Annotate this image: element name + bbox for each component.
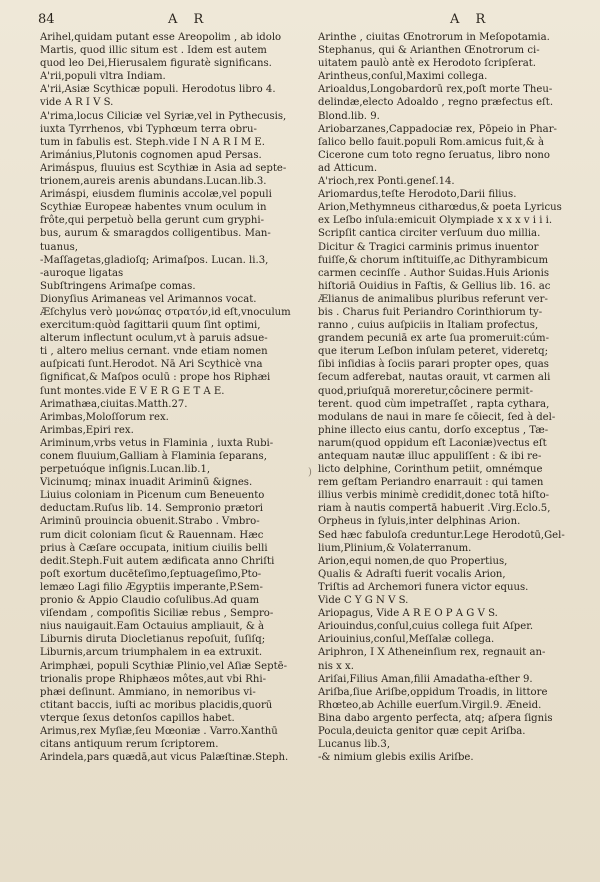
text-line: Ariouindus,conſul,cuius collega fuit Aſper. [318, 621, 534, 633]
page-number: 84 [38, 12, 55, 27]
text-line: rum dicit coloniam ſicut & Rauennam. Hæc [40, 529, 264, 541]
text-line: licto delphine, Corinthum petiit, omnémque [318, 464, 543, 476]
text-line: ſalico bello fauit.populi Rom.amicus fuit,& à [318, 136, 544, 148]
left-running-head: A R [168, 12, 210, 27]
text-line: citans antiquum rerum ſcriptorem. [40, 739, 219, 751]
text-line: lemæo Lagi filio Ægyptiis imperante,P.Sem- [40, 581, 263, 593]
page-header [38, 12, 570, 32]
text-line: -& nimium glebis exilis Ariſbe. [318, 752, 474, 764]
text-line: Arion,Methymneus citharœdus,& poeta Lyricus [318, 202, 562, 214]
text-line: exercitum:quòd ſagittarii quum ſint optimi, [40, 320, 261, 332]
text-line: lium,Plinium,& Volaterranum. [318, 542, 472, 554]
text-line: Ariopagus, Vide A R E O P A G V S. [318, 608, 498, 620]
text-line: frôte,qui perpetuò bella gerunt cum gryphi- [40, 215, 264, 227]
text-line: Arimáspus, fluuius est Scythiæ in Asia ad septe- [40, 162, 287, 174]
text-line: Pocula,deuicta genitor quæ cepit Ariſba. [318, 725, 526, 737]
text-line: tuanus, [40, 241, 78, 253]
text-line: Ariomardus,teſte Herodoto,Darii filius. [318, 189, 517, 201]
text-line: conem fluuium,Galliam à Flaminia ſeparans, [40, 451, 267, 462]
text-line: Sed hæc fabuloſa creduntur.Lege Herodotū,Gel- [318, 529, 565, 541]
text-line: Ariphron, I X Atheneinſium rex, regnauit an- [318, 647, 546, 659]
left-column [40, 31, 305, 764]
text-line: Ariſba,ſiue Ariſbe,oppidum Troadis, in littore [318, 686, 548, 698]
text-line: Martis, quod illic situm est . Idem est autem [40, 45, 267, 57]
text-line: prius à Cæſare occupata, initium ciuilis belli [40, 542, 268, 554]
text-line: modulans de naui in mare ſe cōiecit, ſed à del- [318, 411, 556, 423]
text-line: Ariobarzanes,Cappadociæ rex, Pōpeio in Phar- [318, 123, 557, 135]
text-line: ctitant baccis, iuſti ac moribus placidis,quorū [40, 699, 273, 711]
text-line: deductam.Ruſus lib. 14. Sempronio prætori [40, 503, 264, 515]
text-line: narum(quod oppidum eſt Laconiæ)vectus eſt [318, 437, 547, 449]
text-line: que iterum Leſbon inſulam peteret, videretq; [318, 346, 548, 358]
text-line: terent. quod cùm impetraſſet , rapta cythara, [318, 398, 550, 410]
text-line: Arihel,quidam putant esse Areopolim , ab idolo [40, 32, 282, 43]
text-line: Liburnis,arcum triumphalem in ea extruxit. [40, 647, 263, 659]
text-line: Ariouinius,conſul,Meſſalæ collega. [318, 634, 495, 646]
text-line: Triſtis ad Archemori funera victor equus. [318, 581, 529, 593]
text-line: ſunt montes.vide E V E R G E T A E. [40, 385, 225, 397]
text-line: phine illecto eius cantu, dorſo exceptus , Tæ- [318, 424, 549, 436]
text-line: Ælianus de animalibus pluribus referunt ver- [318, 293, 548, 305]
text-line: Qualis & Adraſti fuerit vocalis Arion, [318, 568, 506, 580]
text-line: uitatem paulò antè ex Herodoto ſcripſerat. [318, 58, 537, 70]
text-line: Arimathæa,ciuitas.Matth.27. [40, 398, 188, 410]
text-line: ranno , cuius auſpiciis in Italiam profectus, [318, 320, 539, 332]
text-line: Vide C Y G N V S. [318, 595, 409, 607]
text-line: -Maſſagetas,gladioſq; Arimaſpos. Lucan. li.3, [40, 254, 269, 266]
text-line: fuiſſe,& chorum inſtituiſſe,ac Dithyrambicum [318, 254, 549, 266]
text-line: trionem,aureis arenis abundans.Lucan.lib.3. [40, 176, 267, 188]
text-line: Arimáspi, eiusdem fluminis accolæ,vel populi [40, 189, 272, 201]
text-line: Arimus,rex Myſiæ,ſeu Mœoniæ . Varro.Xanthū [40, 725, 278, 737]
margin-mark: ) [308, 467, 312, 478]
text-line: Dionyſius Arimaneas vel Arimannos vocat. [40, 293, 257, 305]
text-line: Æſchylus verò μονώπας στρατόν,id eſt,vnoculum [40, 306, 291, 318]
text-line: Liburnis diruta Diocletianus repoſuit, ſuſiſq; [40, 634, 266, 646]
text-line: poſt exortum ducēteſimo,ſeptuageſimo,Pto- [40, 568, 262, 580]
text-line: nius nauigauit.Eam Octauius ampliauit, & à [40, 621, 265, 633]
text-line: A'rii,Asiæ Scythicæ populi. Herodotus libro 4. [40, 84, 276, 96]
text-line: trionalis prope Rhiphæos môtes,aut vbi Rhi- [40, 673, 266, 685]
text-line: Lucanus lib.3, [318, 739, 391, 751]
text-line: Rhœteo,ab Achille euerſum.Virgil.9. Æneid. [318, 699, 542, 711]
text-line: Scripſit cantica circiter verſuum duo millia. [318, 228, 541, 240]
text-line: A'rioch,rex Ponti.geneſ.14. [318, 176, 455, 188]
text-line: A'rii,populi vltra Indiam. [40, 71, 166, 83]
text-line: Arindela,pars quædā,aut vicus Palæſtinæ.Steph. [40, 752, 289, 764]
text-line: ſignificat,& Maſpos oculū : prope hos Riphæi [40, 372, 271, 384]
text-line: nis x x. [318, 660, 354, 672]
text-line: antequam nautæ illuc appuliſſent : & ibi re- [318, 451, 542, 462]
text-line: tum in fabulis est. Steph.vide I N A R I M E. [40, 136, 266, 148]
text-line: grandem pecuniā ex arte ſua promeruit:cúm- [318, 333, 550, 345]
text-line: bis . Charus fuit Periandro Corinthiorum ty- [318, 306, 543, 318]
text-line: Ariminū prouincia obuenit.Strabo . Vmbro- [40, 516, 260, 528]
text-line: Arimbas,Moloſſorum rex. [40, 411, 169, 423]
text-line: alterum inflectunt oculum,vt à paruis adsue- [40, 333, 268, 345]
text-line: ſecum adferebat, nautas orauit, vt carmen ali [318, 372, 551, 384]
text-line: Arintheus,conſul,Maximi collega. [318, 71, 488, 83]
text-line: Stephanus, qui & Arianthen Œnotrorum ci- [318, 45, 540, 57]
text-line: ad Atticum. [318, 162, 378, 174]
text-line: Arinthe , ciuitas Œnotrorum in Meſopotamia. [318, 32, 550, 43]
text-line: hiſtoriā Ouidius in Faſtis, & Gellius lib. 16. ac [318, 280, 551, 292]
text-line: vterque ſexus detonſos capillos habet. [40, 712, 235, 724]
text-line: dedit.Steph.Fuit autem ædificata anno Chriſti [40, 555, 275, 567]
text-line: Liuius coloniam in Picenum cum Beneuento [40, 490, 265, 502]
text-line: Subſtringens Arimaſpe comas. [40, 280, 196, 292]
text-line: Ariſai,Filius Aman,filii Amadatha-eſther 9. [318, 673, 533, 685]
text-line: Scythiæ Europeæ habentes vnum oculum in [40, 202, 267, 214]
text-line: delindæ,electo Adoaldo , regno præfectus eſt. [318, 97, 554, 109]
text-line: viſendam , compoſitis Siciliæ rebus , Sempro- [40, 608, 274, 620]
text-line: bus, aurum & smaragdos colligentibus. Man- [40, 228, 271, 240]
text-line: quod leo Dei,Hierusalem figuratè significans. [40, 58, 272, 70]
text-line: Cicerone cum toto regno ſeruatus, libro nono [318, 149, 551, 161]
text-line: ti , altero melius cernant. vnde etiam nomen [40, 346, 268, 358]
right-column [318, 31, 583, 764]
text-line: -auroque ligatas [40, 267, 124, 279]
text-line: Arion,equi nomen,de quo Propertius, [318, 555, 508, 567]
text-line: Blond.lib. 9. [318, 110, 380, 122]
text-line: carmen cecinſſe . Author Suidas.Huis Arionis [318, 267, 550, 279]
text-line: Dicitur & Tragici carminis primus inuentor [318, 241, 539, 253]
text-line: Bina dabo argento perfecta, atq; aſpera ſignis [318, 712, 553, 724]
text-line: Orpheus in ſyluis,inter delphinas Arion. [318, 516, 521, 528]
text-line: phæi deſinunt. Ammiano, in nemoribus vi- [40, 686, 256, 698]
text-line: Vicinumq; minax inuadit Ariminū &ignes. [40, 477, 253, 489]
text-line: vide A R I V S. [40, 97, 114, 109]
right-running-head: A R [450, 12, 492, 27]
text-line: Arimbas,Epiri rex. [40, 424, 134, 436]
text-line: Arimánius,Plutonis cognomen apud Persas. [40, 149, 262, 161]
text-line: pronio & Appio Claudio coſulibus.Ad quam [40, 595, 260, 607]
text-line: ſibi inſidias à ſociis parari propter opes, quas [318, 359, 549, 371]
text-line: Ariminum,vrbs vetus in Flaminia , iuxta Rubi- [40, 437, 274, 449]
text-line: quod,priuſquā moreretur,côcinere permit- [318, 385, 533, 397]
text-line: Arimphæi, populi Scythiæ Plinio,vel Aſiæ Septē- [40, 660, 288, 672]
text-line: riam à nautis compertā habuerit .Virg.Eclo.5, [318, 503, 551, 515]
text-line: perpetuóque inſignis.Lucan.lib.1, [40, 464, 211, 476]
text-line: ex Leſbo inſula:emicuit Olympiade x x x v i i i. [318, 215, 553, 227]
text-line: A'rima,locus Ciliciæ vel Syriæ,vel in Pythecusis, [40, 110, 287, 122]
text-line: illius verbis minimè credidit,donec totā hiſto- [318, 490, 550, 502]
text-line: auſpicati ſunt.Herodot. Nā Ari Scythicè vna [40, 359, 263, 371]
text-line: iuxta Tyrrhenos, vbi Typhœum terra obru- [40, 123, 257, 135]
text-line: rem geſtam Periandro enarrauit : qui tamen [318, 477, 544, 489]
text-line: Arioaldus,Longobardorū rex,poſt morte Theu- [318, 84, 553, 96]
